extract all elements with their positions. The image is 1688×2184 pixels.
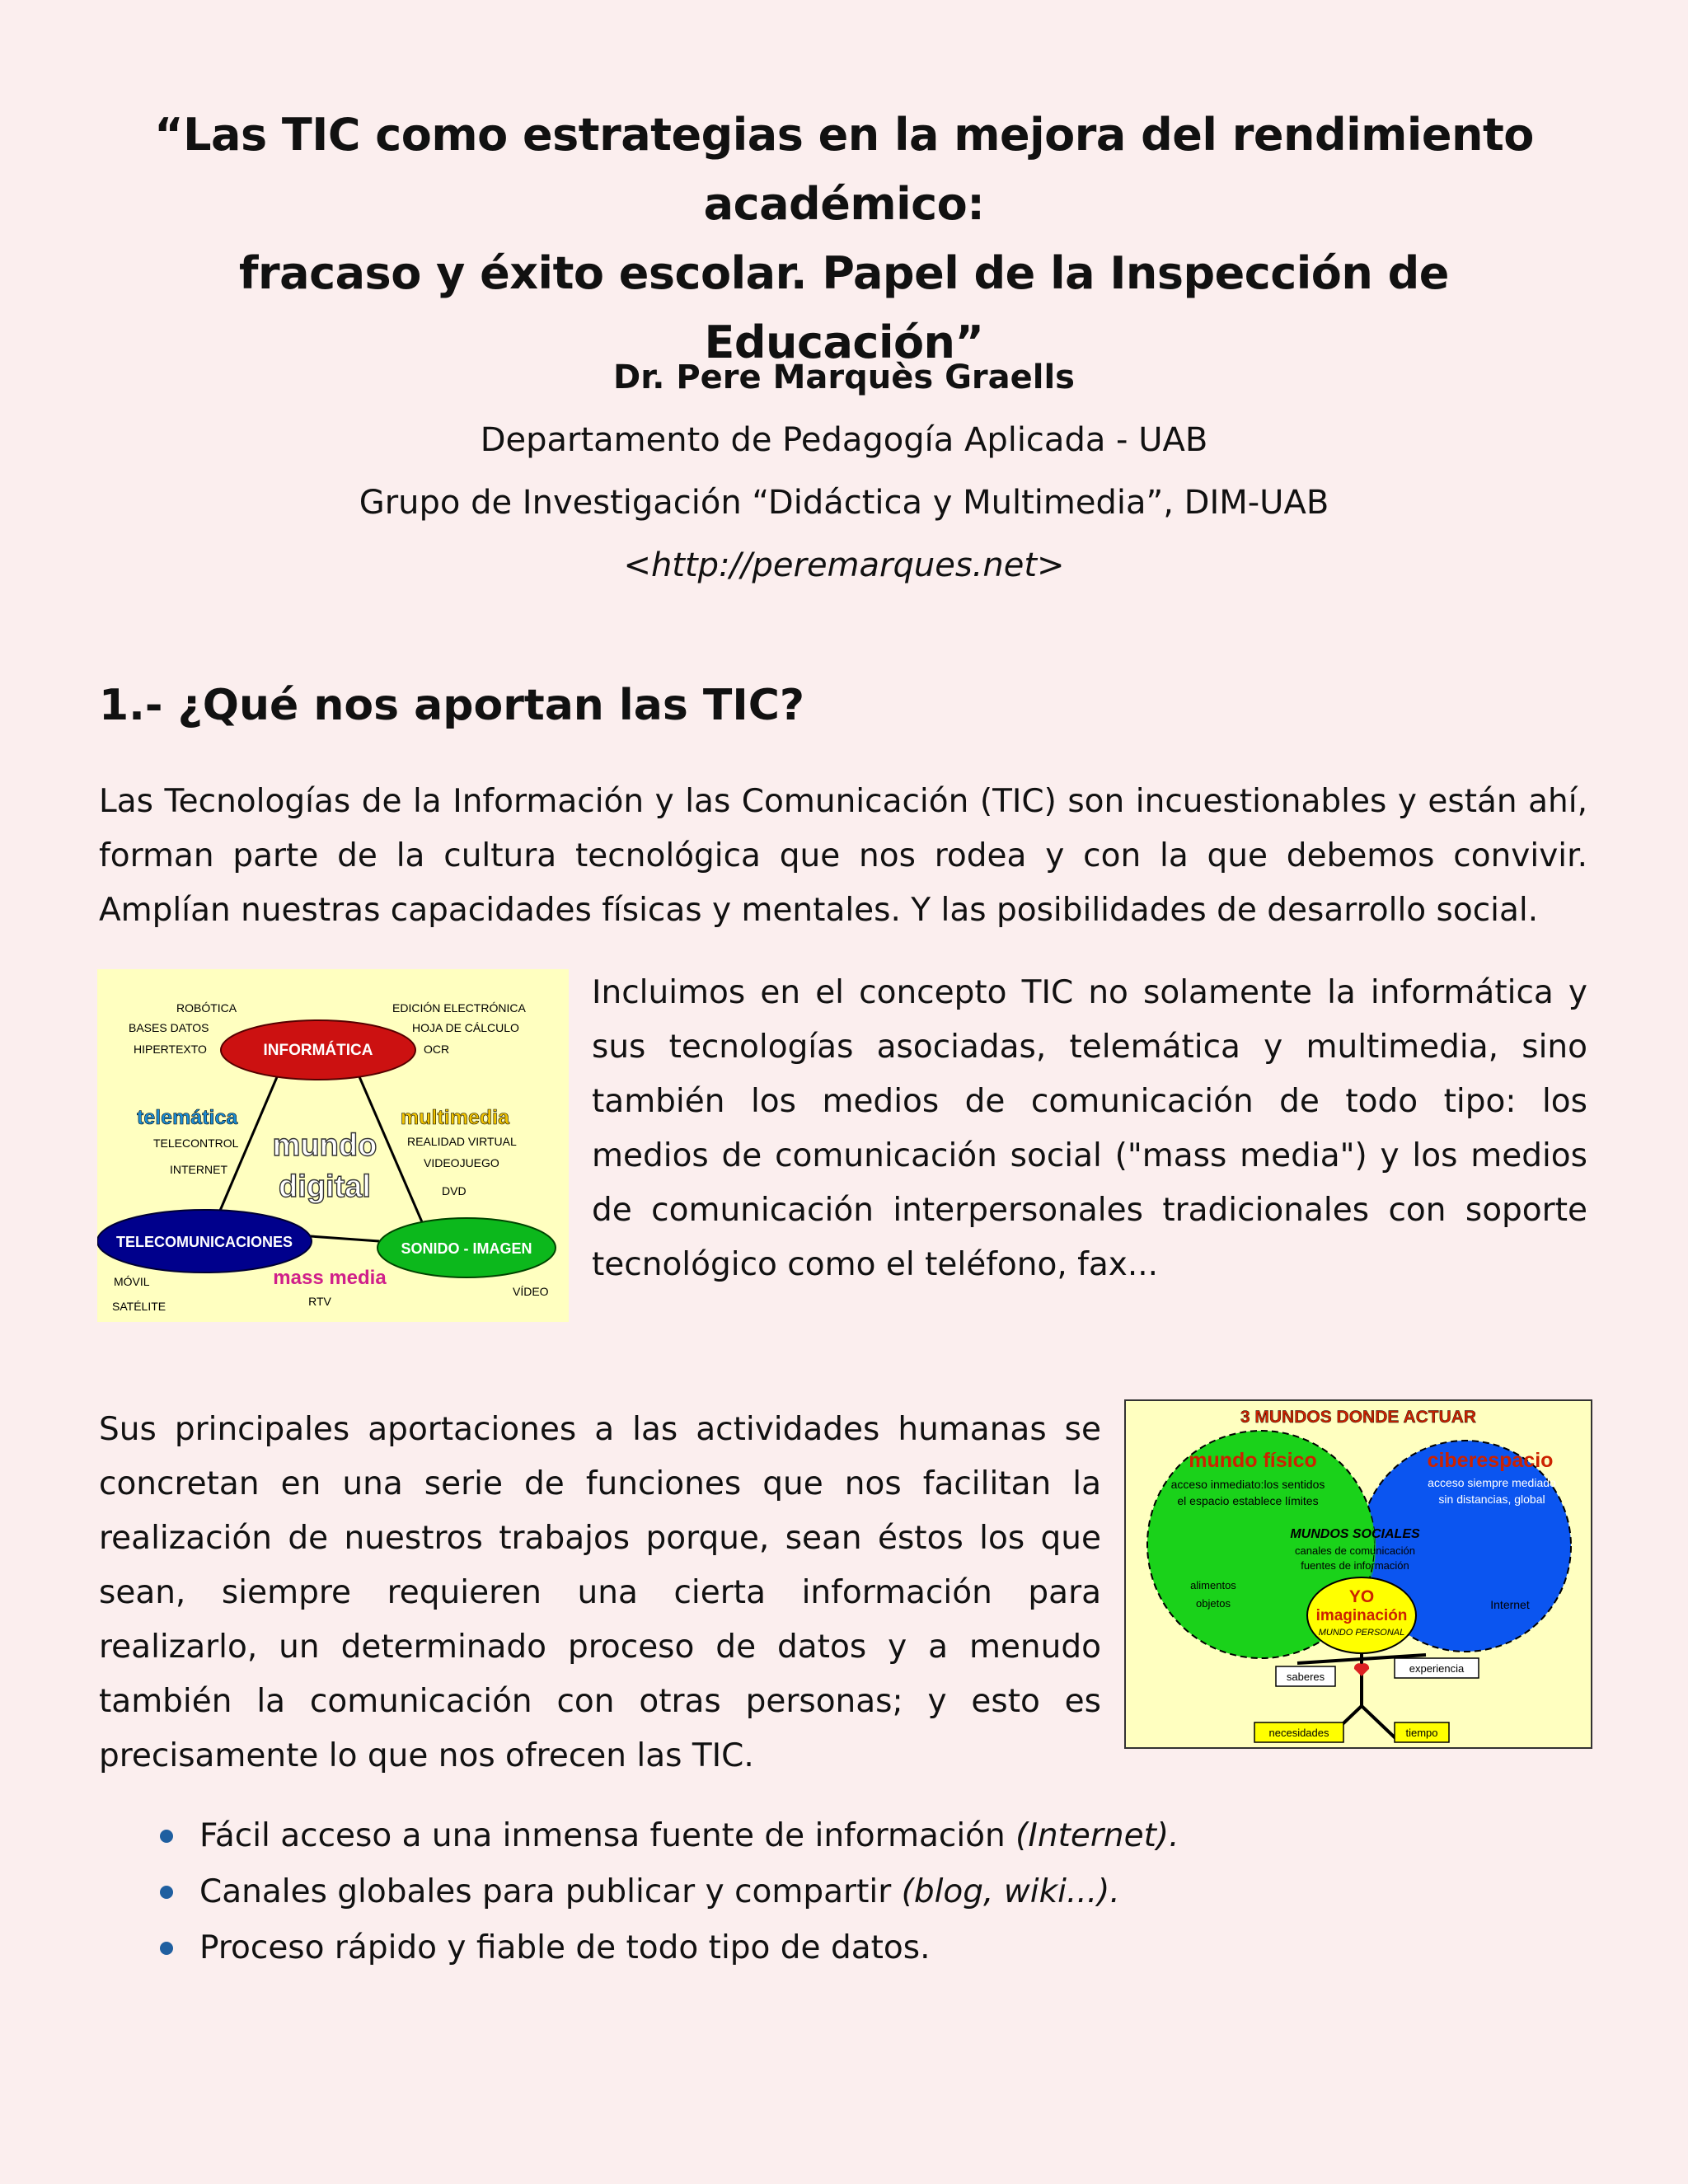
aportaciones-list: [148, 1808, 1550, 1976]
list-item: [148, 1864, 1550, 1920]
list-item-italic: (Internet).: [1015, 1817, 1179, 1854]
author-department: Departamento de Pedagogía Aplicada - UAB: [480, 421, 1208, 459]
tiempo-label: tiempo: [1405, 1727, 1438, 1739]
imaginacion-label: imaginación: [1315, 1607, 1408, 1624]
list-item: [148, 1808, 1550, 1864]
list-item-italic: (blog, wiki...).: [901, 1873, 1120, 1910]
video-label: VÍDEO: [513, 1285, 549, 1298]
sociales-desc-2: fuentes de información: [1301, 1559, 1409, 1572]
paragraph-concepto-tic: Incluimos en el concepto TIC no solamente la informática y sus tecnologías asociadas, telemática y multimedia, sino también los medios de comunicación de todo tipo: los medios de comunicación social ("mass media") y los medios de comunicación interpersonales tradicionales con soporte tecnológico como el teléfono, fax...: [592, 974, 1587, 1283]
author-block: [99, 346, 1589, 597]
telematica-label: telemática: [137, 1106, 238, 1129]
document-title: [99, 101, 1589, 377]
left-top-2: BASES DATOS: [129, 1021, 209, 1034]
author-name: Dr. Pere Marquès Graells: [613, 359, 1075, 396]
rtv-label: RTV: [308, 1295, 331, 1308]
left-top-1: ROBÓTICA: [176, 1001, 237, 1015]
informatica-label: INFORMÁTICA: [263, 1042, 373, 1059]
saberes-label: saberes: [1286, 1671, 1325, 1683]
list-item: [148, 1920, 1550, 1976]
list-item-text: Canales globales para publicar y compartir: [199, 1873, 902, 1910]
title-line-2: fracaso y éxito escolar. Papel de la Inspección de Educación”: [239, 247, 1449, 368]
internet-label: Internet: [1490, 1598, 1530, 1611]
mundos-sociales-label: MUNDOS SOCIALES: [1290, 1527, 1420, 1541]
multimedia-item-3: DVD: [442, 1184, 467, 1197]
right-top-3: OCR: [424, 1043, 450, 1056]
telematica-item-1: TELECONTROL: [153, 1137, 239, 1150]
digital-word: digital: [279, 1169, 371, 1204]
mundo-word: mundo: [272, 1128, 377, 1163]
sociales-desc-1: canales de comunicación: [1295, 1544, 1415, 1557]
right-top-2: HOJA DE CÁLCULO: [412, 1021, 519, 1034]
right-top-1: EDICIÓN ELECTRÓNICA: [392, 1001, 526, 1015]
telematica-item-2: INTERNET: [170, 1163, 227, 1176]
mundo-personal-label: MUNDO PERSONAL: [1318, 1628, 1405, 1638]
paragraph-intro: Las Tecnologías de la Información y las Comunicación (TIC) son incuestionables y están ahí, forman parte de la cultura tecnológica que nos rodea y con la que debemos convivir. Amplían nuestras capacidades físicas y mentales. Y las posibilidades de desarrollo social.: [99, 783, 1587, 929]
left-top-3: HIPERTEXTO: [134, 1043, 207, 1056]
necesidades-label: necesidades: [1268, 1727, 1329, 1739]
ciber-desc-2: sin distancias, global: [1438, 1493, 1545, 1506]
section-heading: 1.- ¿Qué nos aportan las TIC?: [99, 681, 805, 730]
mass-media-label: mass media: [273, 1267, 387, 1289]
list-item-text: Proceso rápido y fiable de todo tipo de datos.: [199, 1929, 931, 1966]
list-item-text: Fácil acceso a una inmensa fuente de información: [199, 1817, 1016, 1854]
tres-mundos-figure: [1124, 1399, 1592, 1749]
multimedia-item-2: VIDEOJUEGO: [424, 1156, 499, 1169]
figure2-title: 3 MUNDOS DONDE ACTUAR: [1240, 1408, 1477, 1427]
fisico-desc-2: el espacio establece límites: [1177, 1494, 1319, 1507]
multimedia-item-1: REALIDAD VIRTUAL: [407, 1135, 517, 1148]
multimedia-label: multimedia: [401, 1106, 509, 1129]
experiencia-label: experiencia: [1409, 1662, 1465, 1675]
sonido-imagen-label: SONIDO - IMAGEN: [401, 1240, 532, 1257]
mundo-fisico-label: mundo físico: [1189, 1449, 1317, 1472]
yo-label: YO: [1348, 1587, 1375, 1606]
bullet-icon: [160, 1942, 173, 1955]
bullet-icon: [160, 1830, 173, 1843]
bullet-icon: [160, 1886, 173, 1899]
mundo-digital-figure: [97, 969, 569, 1322]
objetos-label: objetos: [1196, 1597, 1231, 1610]
title-line-1: “Las TIC como estrategias en la mejora del rendimiento académico:: [154, 109, 1534, 230]
paragraph-aportaciones: Sus principales aportaciones a las actividades humanas se concretan en una serie de funciones que nos facilitan la realización de nuestros trabajos porque, sean éstos los que sean, siempre requieren una cierta información para realizarlo, un determinado proceso de datos y a menudo también la comunicación con otras personas; y esto es precisamente lo que nos ofrecen las TIC.: [99, 1411, 1101, 1774]
fisico-desc-1: acceso inmediato:los sentidos: [1170, 1478, 1325, 1491]
telecomunicaciones-label: TELECOMUNICACIONES: [115, 1234, 293, 1250]
author-url-link[interactable]: <http://peremarques.net>: [623, 546, 1065, 584]
ciber-desc-1: acceso siempre mediado: [1428, 1476, 1556, 1489]
satelite-label: SATÉLITE: [112, 1300, 166, 1313]
movil-label: MÓVIL: [114, 1275, 150, 1288]
author-group: Grupo de Investigación “Didáctica y Multimedia”, DIM-UAB: [359, 484, 1329, 522]
alimentos-label: alimentos: [1190, 1579, 1236, 1591]
ciberespacio-label: ciberespacio: [1427, 1449, 1554, 1472]
